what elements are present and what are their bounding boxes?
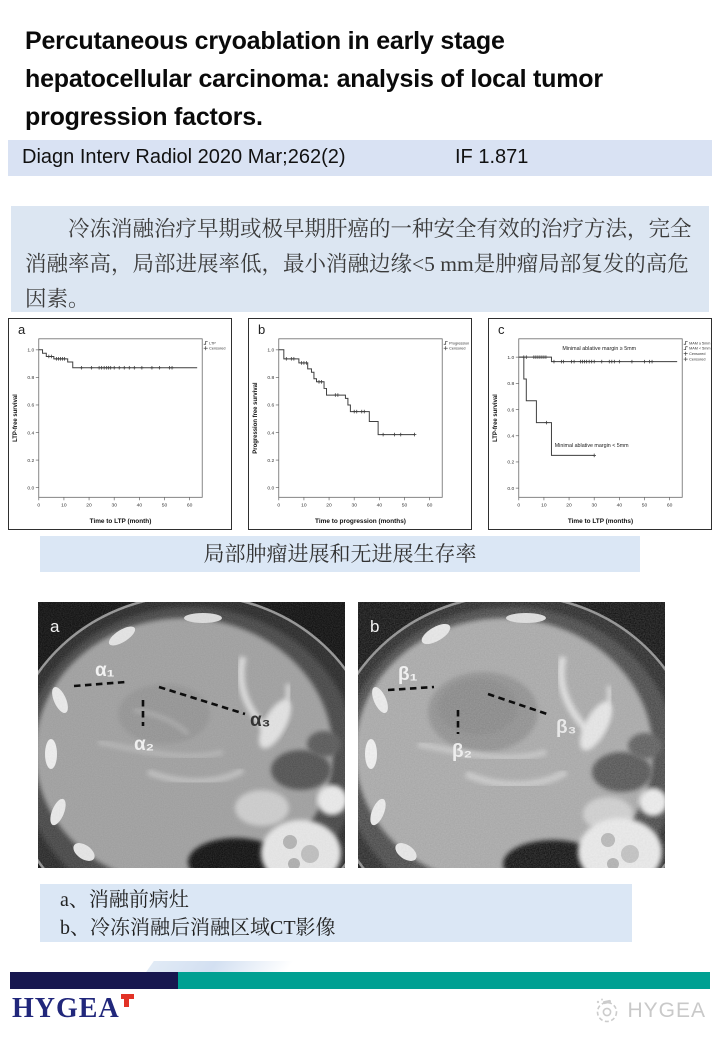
svg-text:Censored: Censored: [689, 352, 706, 357]
journal-bar: [8, 140, 712, 176]
km-figure-panel-b: [248, 318, 472, 530]
hygea-logo-text: HYGEA: [12, 993, 120, 1024]
svg-text:0.4: 0.4: [507, 434, 515, 440]
svg-text:Censored: Censored: [689, 357, 706, 362]
km-chart-progression-free-survival: [249, 319, 471, 529]
svg-text:40: 40: [136, 503, 143, 509]
svg-text:50: 50: [641, 503, 648, 509]
ct-label-a: a: [50, 617, 60, 636]
impact-factor: IF 1.871: [455, 146, 529, 168]
svg-text:0.8: 0.8: [267, 376, 275, 382]
ct-scan-b: [358, 602, 665, 868]
paper-title: [25, 22, 705, 136]
svg-text:Minimal ablative margin ≥ 5mm: Minimal ablative margin ≥ 5mm: [562, 345, 637, 352]
svg-text:0.4: 0.4: [267, 431, 275, 437]
ct-image-post-ablation: [358, 602, 665, 868]
abstract-box: [11, 206, 709, 312]
svg-text:50: 50: [401, 503, 408, 509]
ct-caption-line-a: a、消融前病灶: [60, 889, 189, 911]
annotation-beta1: β₁: [398, 664, 418, 685]
journal-citation: Diagn Interv Radiol 2020 Mar;262(2): [22, 146, 346, 168]
km-chart-ltp-free-survival: [9, 319, 231, 529]
svg-text:Time to LTP (month): Time to LTP (month): [89, 518, 152, 526]
svg-text:Minimal ablative margin < 5mm: Minimal ablative margin < 5mm: [554, 442, 629, 449]
watermark: [592, 997, 706, 1024]
svg-text:30: 30: [591, 503, 597, 509]
svg-text:60: 60: [666, 503, 673, 509]
svg-text:Censored: Censored: [209, 346, 226, 351]
svg-text:30: 30: [351, 503, 357, 509]
panel-letter-b: b: [258, 322, 266, 337]
svg-text:LTP-free survival: LTP-free survival: [492, 394, 499, 442]
svg-text:0.0: 0.0: [27, 486, 35, 492]
svg-text:LTP: LTP: [209, 341, 216, 346]
annotation-alpha2: α₂: [134, 734, 155, 755]
ct-scan-a: [38, 602, 345, 868]
svg-text:0.0: 0.0: [267, 486, 275, 492]
ct-caption: [40, 884, 632, 942]
svg-text:20: 20: [566, 503, 572, 509]
annotation-alpha1: α₁: [95, 660, 115, 681]
km-chart-ltp-by-margin: [489, 319, 711, 529]
svg-text:Time to LTP (months): Time to LTP (months): [567, 518, 634, 526]
svg-text:0.8: 0.8: [27, 376, 35, 382]
svg-text:0.4: 0.4: [27, 431, 35, 437]
svg-text:1.0: 1.0: [507, 355, 515, 361]
svg-text:20: 20: [326, 503, 332, 509]
svg-text:0.6: 0.6: [267, 403, 275, 409]
panel-letter-c: c: [498, 322, 505, 337]
figure-caption: 局部肿瘤进展和无进展生存率: [40, 536, 640, 572]
svg-text:30: 30: [111, 503, 117, 509]
annotation-alpha3: α₃: [250, 710, 271, 731]
svg-text:0.2: 0.2: [27, 458, 35, 464]
watermark-text: HYGEA: [627, 998, 706, 1022]
ct-label-b: b: [370, 617, 380, 636]
abstract-text: 冷冻消融治疗早期或极早期肝癌的一种安全有效的治疗方法，完全消融率高，局部进展率低，最小消融边缘<5 mm是肿瘤局部复发的高危因素。: [25, 217, 692, 311]
svg-text:50: 50: [161, 503, 168, 509]
ct-caption-line-b: b、冷冻消融后消融区域CT影像: [60, 917, 336, 939]
ct-anatomy-b: [358, 602, 665, 868]
paper-title-line-3: progression factors.: [25, 103, 263, 131]
svg-text:0.8: 0.8: [507, 382, 515, 388]
svg-text:10: 10: [301, 503, 307, 509]
svg-text:LTP-free survival: LTP-free survival: [12, 394, 19, 442]
footer-bar-teal: [178, 972, 710, 989]
svg-text:Censored: Censored: [449, 346, 466, 351]
svg-text:0: 0: [517, 503, 521, 509]
ct-image-pre-ablation: [38, 602, 345, 868]
svg-text:1.0: 1.0: [27, 348, 35, 354]
svg-text:10: 10: [61, 503, 67, 509]
svg-text:0.6: 0.6: [27, 403, 35, 409]
svg-text:Progression free survival: Progression free survival: [252, 382, 259, 454]
camera-icon: [592, 997, 622, 1024]
hygea-logo: [12, 993, 134, 1025]
annotation-beta3: β₃: [556, 717, 577, 738]
svg-text:Time to progression (months): Time to progression (months): [315, 518, 406, 526]
svg-text:1.0: 1.0: [267, 348, 275, 354]
svg-text:20: 20: [86, 503, 92, 509]
svg-text:0.6: 0.6: [507, 408, 515, 414]
svg-text:0: 0: [37, 503, 41, 509]
svg-text:60: 60: [426, 503, 433, 509]
ct-anatomy-a: [38, 602, 345, 868]
footer-bar-navy: [10, 972, 178, 989]
panel-letter-a: a: [18, 322, 26, 337]
km-figure-panel-c: [488, 318, 712, 530]
svg-text:Progression: Progression: [449, 341, 470, 346]
svg-text:40: 40: [376, 503, 383, 509]
paper-title-line-2: hepatocellular carcinoma: analysis of local tumor: [25, 65, 603, 93]
annotation-beta2: β₂: [452, 741, 473, 762]
km-figure-panel-a: [8, 318, 232, 530]
paper-title-line-1: Percutaneous cryoablation in early stage: [25, 27, 505, 55]
svg-text:40: 40: [616, 503, 623, 509]
svg-text:0.2: 0.2: [507, 460, 515, 466]
svg-text:MAM < 5mm: MAM < 5mm: [689, 346, 711, 351]
svg-text:0: 0: [277, 503, 281, 509]
svg-text:MAM ≥ 5mm: MAM ≥ 5mm: [689, 341, 711, 346]
svg-text:0.2: 0.2: [267, 458, 275, 464]
svg-text:0.0: 0.0: [507, 486, 515, 492]
hygea-logo-red-mark-icon: [121, 993, 134, 1008]
svg-text:60: 60: [186, 503, 193, 509]
svg-text:10: 10: [541, 503, 547, 509]
footer-highlight-shape: [146, 961, 294, 972]
